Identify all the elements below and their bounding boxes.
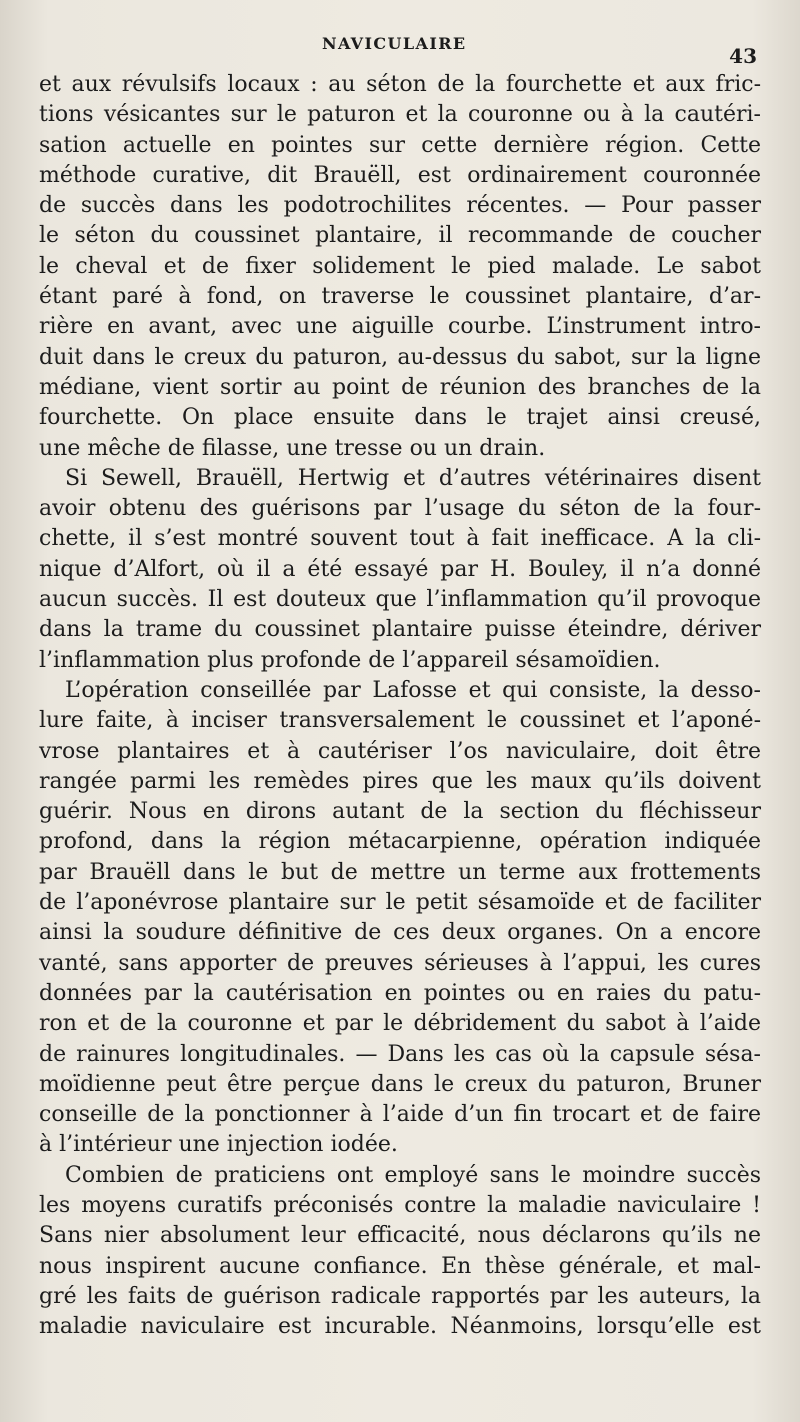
text-line: de l’aponévrose plantaire sur le petit sésamoïde et de faciliter	[39, 890, 761, 916]
text-line: Si Sewell, Brauëll, Hertwig et d’autres vétérinaires disent	[65, 465, 761, 491]
running-title: NAVICULAIRE	[322, 34, 467, 53]
text-line: gré les faits de guérison radicale rapportés par les auteurs, la	[39, 1283, 761, 1309]
running-head	[0, 34, 800, 68]
text-line: les moyens curatifs préconisés contre la maladie naviculaire !	[39, 1192, 761, 1218]
text-line: maladie naviculaire est incurable. Néanmoins, lorsqu’elle est	[39, 1314, 761, 1340]
text-line: duit dans le creux du paturon, au-dessus du sabot, sur la ligne	[39, 344, 761, 370]
body-text	[39, 70, 761, 1342]
text-line: rangée parmi les remèdes pires que les maux qu’ils doivent	[39, 768, 761, 794]
text-line: une mêche de filasse, une tresse ou un drain.	[39, 435, 546, 461]
text-line: aucun succès. Il est douteux que l’inflammation qu’il provoque	[39, 587, 761, 613]
text-line: nous inspirent aucune confiance. En thèse générale, et mal-	[39, 1253, 761, 1279]
text-line: de succès dans les podotrochilites récentes. — Pour passer	[39, 193, 761, 219]
text-line: avoir obtenu des guérisons par l’usage du séton de la four-	[39, 496, 761, 522]
text-line: tions vésicantes sur le paturon et la couronne ou à la cautéri-	[39, 102, 761, 128]
text-line: le séton du coussinet plantaire, il recommande de coucher	[39, 223, 761, 249]
text-line: nique d’Alfort, où il a été essayé par H. Bouley, il n’a donné	[39, 556, 761, 582]
text-line: méthode curative, dit Brauëll, est ordinairement couronnée	[39, 162, 761, 188]
text-line: sation actuelle en pointes sur cette dernière région. Cette	[39, 132, 761, 158]
text-line: données par la cautérisation en pointes ou en raies du patu-	[39, 980, 761, 1006]
text-line: Combien de praticiens ont employé sans le moindre succès	[65, 1162, 761, 1188]
text-line: le cheval et de fixer solidement le pied malade. Le sabot	[39, 253, 761, 279]
text-line: de rainures longitudinales. — Dans les cas où la capsule sésa-	[39, 1041, 761, 1067]
text-line: moïdienne peut être perçue dans le creux du paturon, Bruner	[39, 1071, 761, 1097]
text-line: chette, il s’est montré souvent tout à fait inefficace. A la cli-	[39, 526, 761, 552]
text-line: fourchette. On place ensuite dans le trajet ainsi creusé,	[39, 405, 761, 431]
text-line: rière en avant, avec une aiguille courbe. L’instrument intro-	[39, 314, 761, 340]
text-line: vanté, sans apporter de preuves sérieuses à l’appui, les cures	[39, 950, 761, 976]
text-line: l’inflammation plus profonde de l’appareil sésamoïdien.	[39, 647, 661, 673]
text-line: guérir. Nous en dirons autant de la section du fléchisseur	[39, 799, 761, 825]
text-line: et aux révulsifs locaux : au séton de la fourchette et aux fric-	[39, 72, 761, 97]
text-line: étant paré à fond, on traverse le coussinet plantaire, d’ar-	[39, 284, 761, 310]
text-line: ron et de la couronne et par le débridement du sabot à l’aide	[39, 1011, 761, 1037]
text-line: médiane, vient sortir au point de réunion des branches de la	[39, 374, 761, 400]
text-line: ainsi la soudure définitive de ces deux organes. On a encore	[39, 920, 761, 946]
text-line: L’opération conseillée par Lafosse et qui consiste, la desso-	[65, 677, 761, 703]
text-line: dans la trame du coussinet plantaire puisse éteindre, dériver	[39, 617, 761, 643]
text-line: par Brauëll dans le but de mettre un terme aux frottements	[39, 859, 761, 885]
text-line: vrose plantaires et à cautériser l’os naviculaire, doit être	[39, 738, 761, 764]
text-line: profond, dans la région métacarpienne, opération indiquée	[39, 829, 761, 855]
text-line: conseille de la ponctionner à l’aide d’un fin trocart et de faire	[39, 1102, 761, 1128]
page-number: 43	[729, 44, 757, 68]
text-line: à l’intérieur une injection iodée.	[39, 1132, 398, 1158]
text-line: Sans nier absolument leur efficacité, nous déclarons qu’ils ne	[39, 1223, 761, 1249]
text-line: lure faite, à inciser transversalement le coussinet et l’aponé-	[39, 708, 761, 734]
